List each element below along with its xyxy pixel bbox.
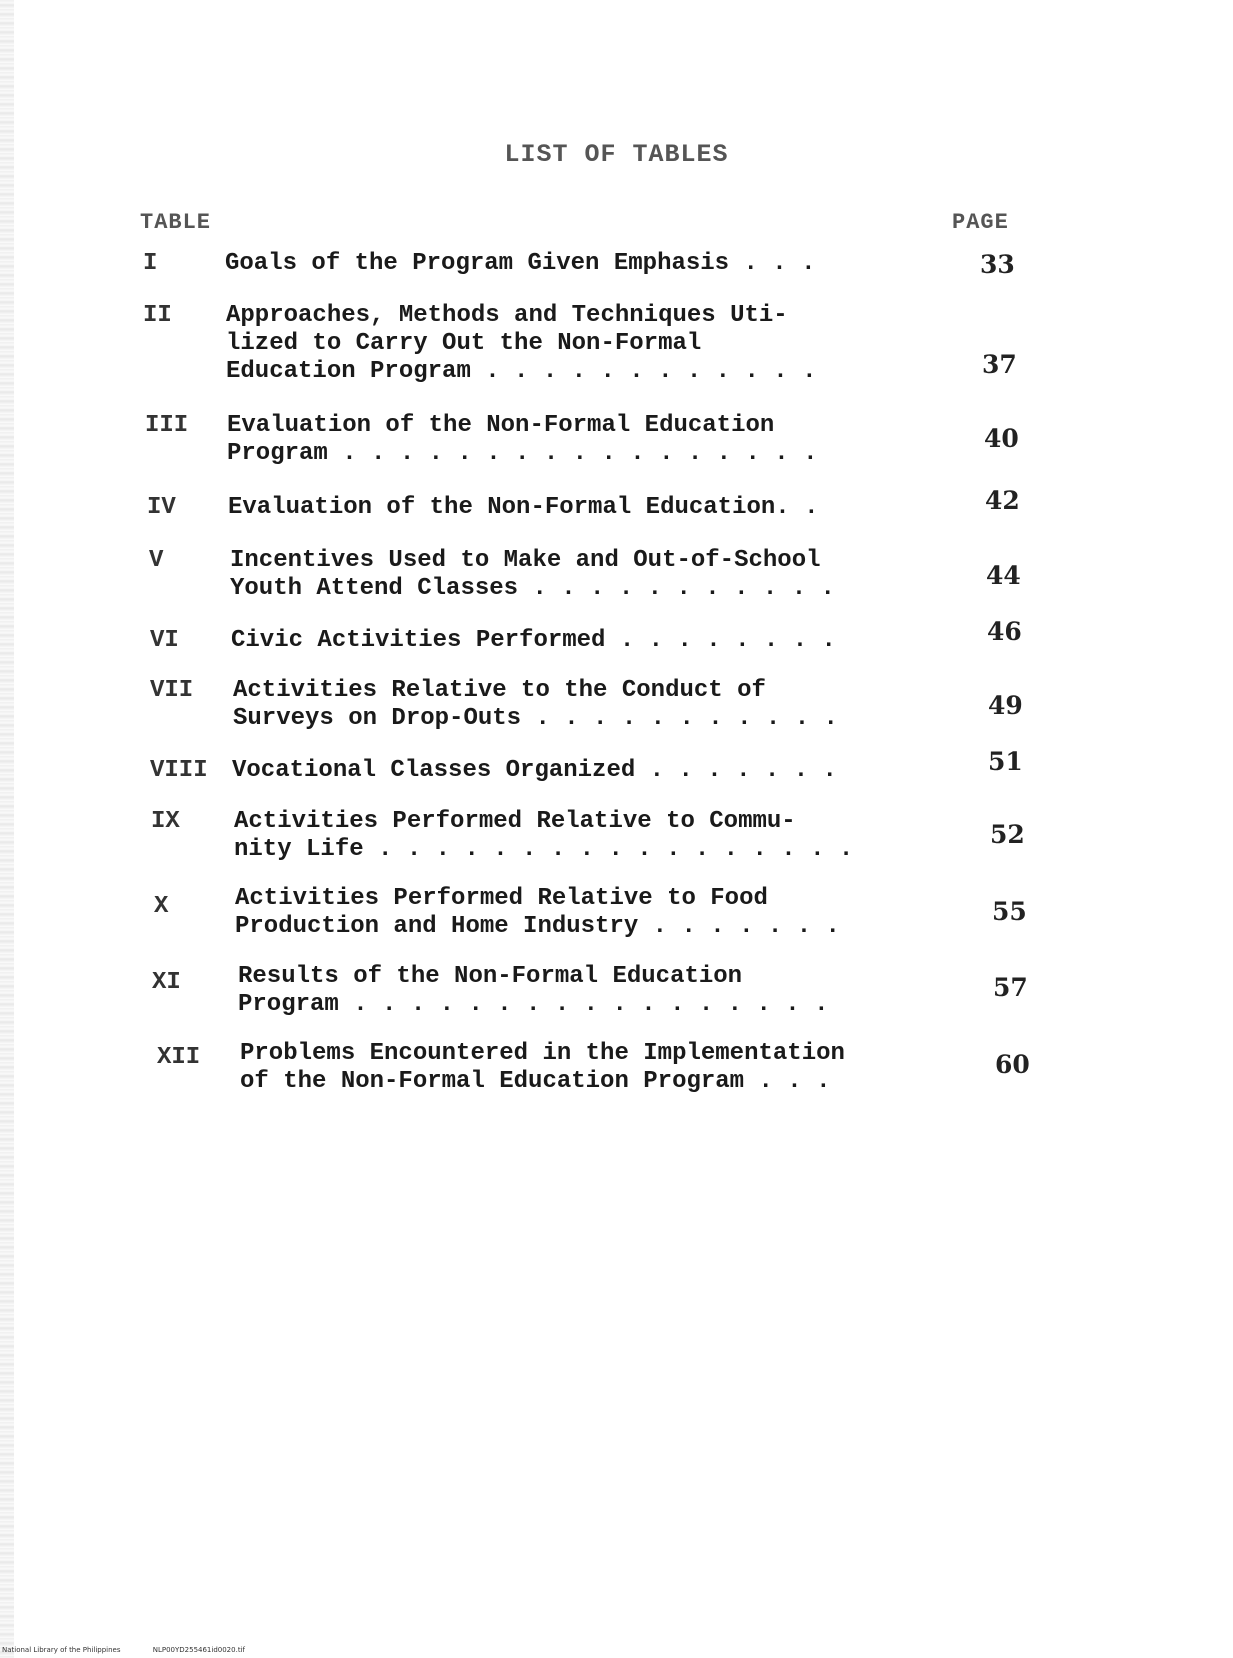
table-numeral: XII	[157, 1044, 201, 1071]
table-caption: Incentives Used to Make and Out-of-School Youth Attend Classes . . . . . . . . . . .	[230, 547, 835, 602]
table-caption: Evaluation of the Non-Formal Education. .	[228, 494, 819, 521]
table-numeral: VII	[150, 677, 194, 704]
table-numeral: V	[149, 547, 164, 574]
table-numeral: VIII	[150, 757, 208, 784]
table-numeral: II	[143, 302, 172, 329]
page-title: LIST OF TABLES	[504, 140, 729, 169]
page-number: 44	[986, 561, 1021, 590]
page-number: 52	[990, 820, 1025, 849]
table-caption: Results of the Non-Formal Education Program . . . . . . . . . . . . . . . . .	[238, 963, 829, 1018]
table-numeral: IX	[151, 808, 180, 835]
page-number: 46	[987, 617, 1022, 646]
scan-edge	[0, 0, 14, 1658]
page-number: 57	[993, 973, 1028, 1002]
table-numeral: X	[154, 893, 169, 920]
scan-footer	[2, 1646, 275, 1654]
footer-file: NLP00YD255461id0020.tif	[152, 1646, 245, 1654]
page-number: 33	[980, 250, 1015, 279]
page-column-header: PAGE	[952, 210, 1009, 235]
table-numeral: III	[145, 412, 189, 439]
table-numeral: I	[143, 250, 158, 277]
page-number: 55	[992, 897, 1027, 926]
page-number: 37	[982, 350, 1017, 379]
page-number: 51	[988, 747, 1023, 776]
table-column-header: TABLE	[140, 210, 212, 235]
footer-library: National Library of the Philippines	[2, 1646, 121, 1654]
table-caption: Activities Performed Relative to Commu- nity Life . . . . . . . . . . . . . . . . .	[234, 808, 854, 863]
table-numeral: VI	[150, 627, 179, 654]
table-caption: Approaches, Methods and Techniques Uti- lized to Carry Out the Non-Formal Education Program . . . . . . . . . . . .	[226, 302, 817, 385]
page-number: 42	[985, 486, 1020, 515]
page-number: 60	[995, 1050, 1030, 1079]
table-numeral: IV	[147, 494, 176, 521]
table-caption: Civic Activities Performed . . . . . . . .	[231, 627, 836, 654]
table-caption: Evaluation of the Non-Formal Education Program . . . . . . . . . . . . . . . . .	[227, 412, 818, 467]
table-caption: Activities Relative to the Conduct of Surveys on Drop-Outs . . . . . . . . . . .	[233, 677, 838, 732]
table-caption: Activities Performed Relative to Food Production and Home Industry . . . . . . .	[235, 885, 840, 940]
page-number: 49	[988, 691, 1023, 720]
table-numeral: XI	[152, 969, 181, 996]
table-caption: Problems Encountered in the Implementation of the Non-Formal Education Program . . .	[240, 1040, 845, 1095]
page-number: 40	[984, 424, 1019, 453]
table-caption: Vocational Classes Organized . . . . . . .	[232, 757, 837, 784]
table-caption: Goals of the Program Given Emphasis . . .	[225, 250, 816, 277]
